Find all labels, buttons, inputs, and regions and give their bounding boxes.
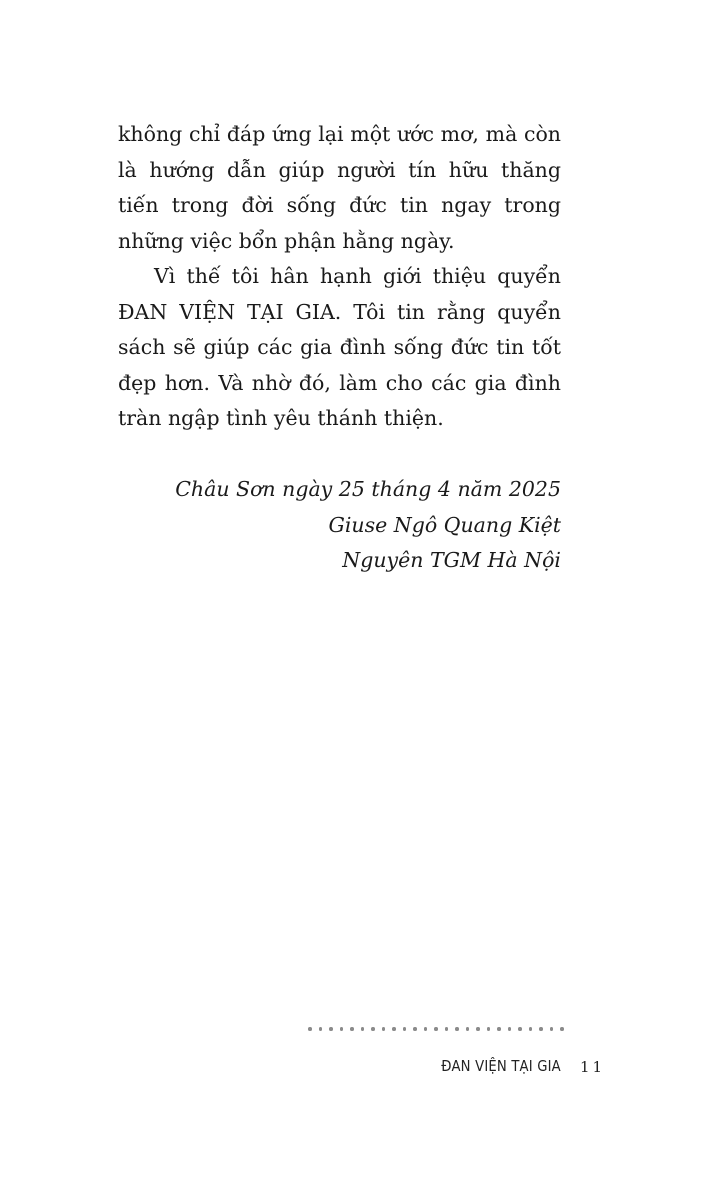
signature-name: Giuse Ngô Quang Kiệt xyxy=(328,512,561,537)
body-text xyxy=(118,117,561,437)
paragraph-introduction: Vì thế tôi hân hạnh giới thiệu quyển ĐAN VIỆN TẠI GIA. Tôi tin rằng quyển sách sẽ giúp các gia đình sống đức tin tốt đẹp hơn. Và nhờ đó, làm cho các gia đình tràn ngập tình yêu thánh thiện. xyxy=(118,264,561,430)
signature-title: Nguyên TGM Hà Nội xyxy=(342,548,561,572)
running-footer-title: ĐAN VIỆN TẠI GIA xyxy=(441,1057,561,1075)
page-number: 11 xyxy=(580,1058,606,1076)
paragraph-continuation: không chỉ đáp ứng lại một ước mơ, mà còn là hướng dẫn giúp người tín hữu thăng tiến trong đời sống đức tin ngay trong những việc bổn phận hằng ngày. xyxy=(118,122,561,253)
signature-place-date: Châu Sơn ngày 25 tháng 4 năm 2025 xyxy=(175,477,561,501)
dotted-separator xyxy=(308,1026,564,1032)
signature-block xyxy=(118,472,561,579)
